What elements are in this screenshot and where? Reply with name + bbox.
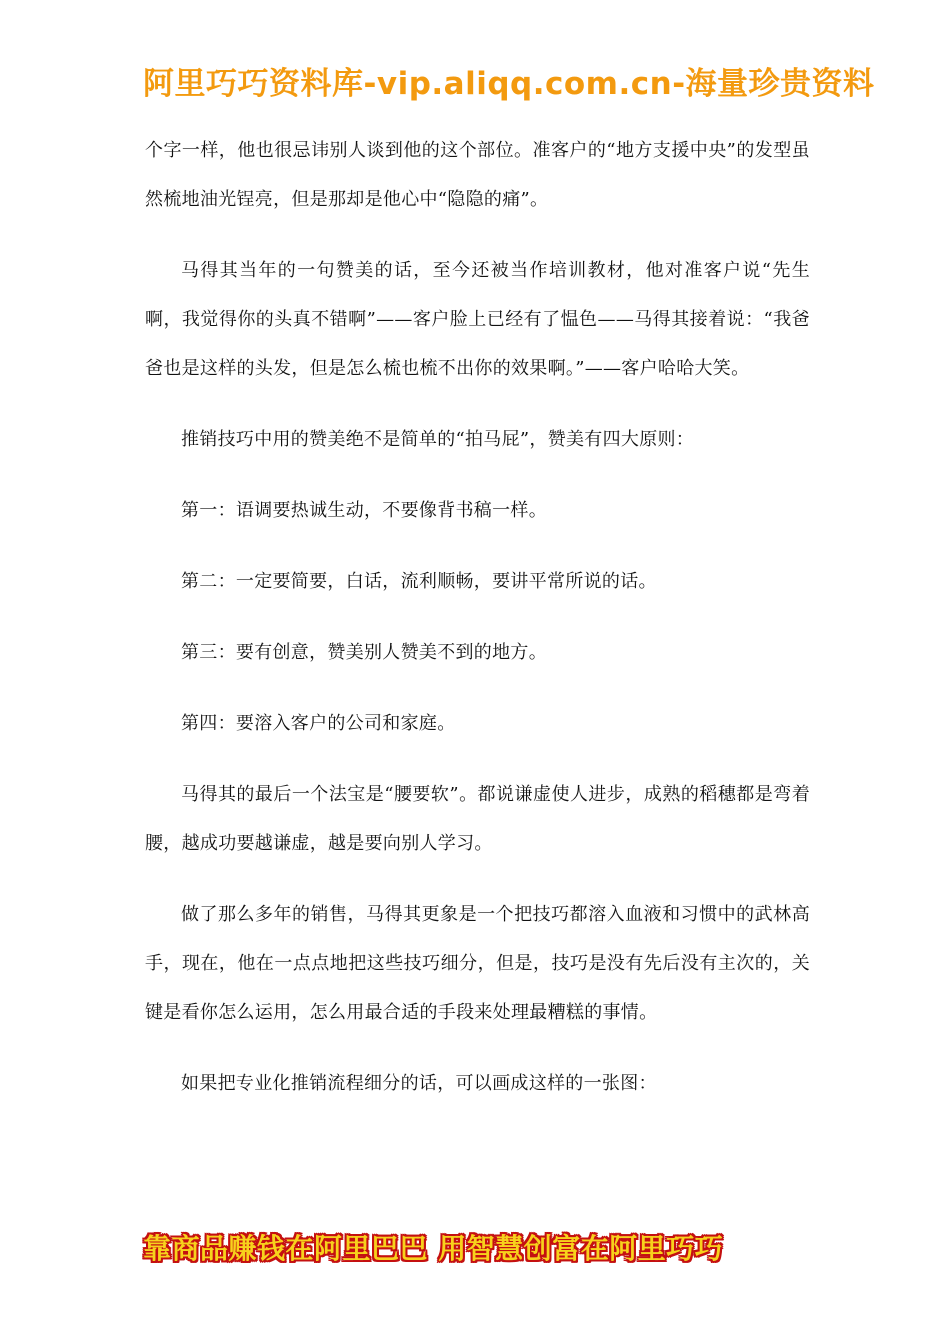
principle-item: 第三：要有创意，赞美别人赞美不到的地方。 <box>181 642 547 663</box>
principle-item: 第四：要溶入客户的公司和家庭。 <box>181 713 456 734</box>
paragraph: 推销技巧中用的赞美绝不是简单的“拍马屁”，赞美有四大原则： <box>181 429 695 450</box>
paragraph: 如果把专业化推销流程细分的话，可以画成这样的一张图： <box>181 1073 657 1094</box>
paragraph: 做了那么多年的销售，马得其更象是一个把技巧都溶入血液和习惯中的武林高手，现在，他在一点点地把这些技巧细分，但是，技巧是没有先后没有主次的，关键是看你怎么运用，怎么用最合适的手段来处理最糟糕的事情。 <box>145 904 810 1023</box>
header-banner: 阿里巧巧资料库-vip.aliqq.com.cn-海量珍贵资料 <box>143 66 875 102</box>
document-body <box>145 126 810 1130</box>
principle-item: 第一：语调要热诚生动，不要像背书稿一样。 <box>181 500 547 521</box>
paragraph: 个字一样，他也很忌讳别人谈到他的这个部位。准客户的“地方支援中央”的发型虽然梳地油光锃亮，但是那却是他心中“隐隐的痛”。 <box>145 140 810 210</box>
footer-banner: 靠商品赚钱在阿里巴巴 用智慧创富在阿里巧巧 <box>143 1232 724 1265</box>
paragraph: 马得其的最后一个法宝是“腰要软”。都说谦虚使人进步，成熟的稻穗都是弯着腰，越成功要越谦虚，越是要向别人学习。 <box>145 784 810 854</box>
principle-item: 第二：一定要简要，白话，流利顺畅，要讲平常所说的话。 <box>181 571 657 592</box>
paragraph: 马得其当年的一句赞美的话，至今还被当作培训教材，他对准客户说“先生啊，我觉得你的头真不错啊”——客户脸上已经有了愠色——马得其接着说：“我爸爸也是这样的头发，但是怎么梳也梳不出你的效果啊。”——客户哈哈大笑。 <box>145 260 810 379</box>
